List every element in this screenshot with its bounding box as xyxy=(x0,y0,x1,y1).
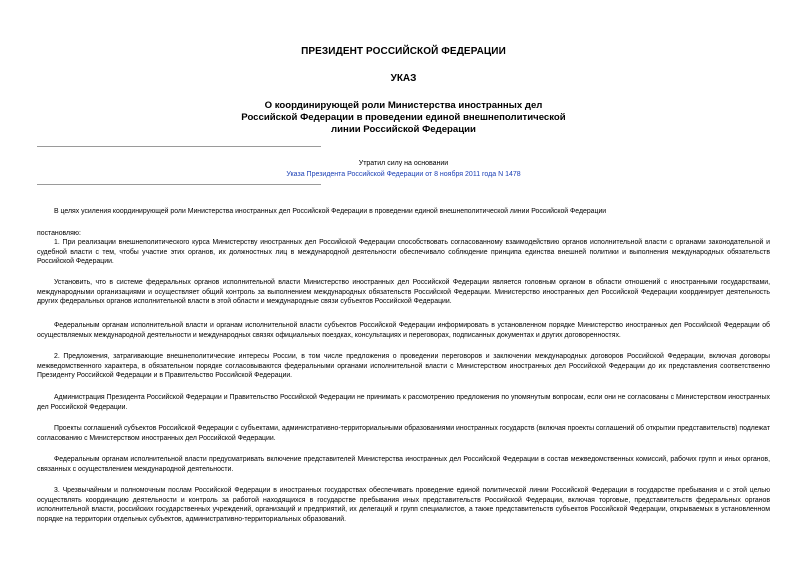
document-title-line: Российской Федерации в проведении единой внешнеполитической xyxy=(241,112,566,123)
repealing-decree-link[interactable]: Указа Президента Российской Федерации от 8 ноября 2011 года N 1478 xyxy=(286,171,521,178)
paragraph: Администрация Президента Российской Федерации и Правительство Российской Федерации не принимать к рассмотрению предложения по упомянутым вопросам, если они не согласованы с Министерством иностранных дел Российской Федерации. xyxy=(37,394,770,411)
document-type-heading: УКАЗ xyxy=(390,73,417,84)
decree-word: постановляю: xyxy=(37,230,81,237)
divider-top xyxy=(37,146,321,147)
paragraph: Федеральным органам исполнительной власти и органам исполнительной власти субъектов Российской Федерации информировать в установленном порядке Министерство иностранных дел Российской Федерации об осуществляемых международной деятельности и международных связях официальных поездках, консультациях и переговорах, подписанных документах и других договоренностях. xyxy=(37,322,770,339)
issuer-heading: ПРЕЗИДЕНТ РОССИЙСКОЙ ФЕДЕРАЦИИ xyxy=(301,46,506,57)
paragraph: Федеральным органам исполнительной власти предусматривать включение представителей Министерства иностранных дел Российской Федерации в состав межведомственных комиссий, рабочих групп и иных органов, связанных с осуществлением международной деятельности. xyxy=(37,456,770,473)
preamble-text: В целях усиления координирующей роли Министерства иностранных дел Российской Федерации в проведении единой внешнеполитической линии Российской Федерации xyxy=(54,208,607,215)
lost-force-note: Утратил силу на основании xyxy=(358,160,449,167)
paragraph: Проекты соглашений субъектов Российской Федерации с субъектами, административно-территориальными образованиями иностранных государств (включая проекты соглашений об открытии представительств) подлежат согласованию с Министерством иностранных дел Российской Федерации. xyxy=(37,425,770,442)
paragraph: 1. При реализации внешнеполитического курса Министерству иностранных дел Российской Федерации способствовать согласованному взаимодействию органов исполнительной власти с органами законодательной и судебной власти с тем, чтобы участие этих органов, их должностных лиц в международной деятельности обеспечивало соблюдение принципа единства внешней политики и выполнения международных обязательств Российской Федерации. xyxy=(37,239,770,265)
document-title-line: линии Российской Федерации xyxy=(331,124,476,135)
divider-bottom xyxy=(37,184,321,185)
document-title-line: О координирующей роли Министерства иностранных дел xyxy=(264,100,543,111)
paragraph: 3. Чрезвычайным и полномочным послам Российской Федерации в иностранных государствах обеспечивать проведение единой политической линии Российской Федерации в государстве пребывания и с этой целью осуществлять координацию деятельности и контроль за работой находящихся в государстве пребывания иных представительств Российской Федерации, включая торговые, представительств федеральных органов исполнительной власти, российских государственных учреждений, организаций и предприятий, их делегаций и групп специалистов, а также представительств субъектов Российской Федерации, открываемых в установленном порядке на территории отдельных субъектов, административно-территориальных образований. xyxy=(37,487,770,523)
paragraph: 2. Предложения, затрагивающие внешнеполитические интересы России, в том числе предложения о проведении переговоров и заключении международных договоров Российской Федерации, включая договоры межведомственного характера, в обязательном порядке согласовываются федеральными органами исполнительной власти с Министерством иностранных дел Российской Федерации до их представления соответственно Президенту Российской Федерации и в Правительство Российской Федерации. xyxy=(37,353,770,379)
paragraph: Установить, что в системе федеральных органов исполнительной власти Министерство иностранных дел Российской Федерации является головным органом в области отношений с иностранными государствами, международными организациями и осуществляет общий контроль за выполнением международных обязательств Российской Федерации. Министерство иностранных дел Российской Федерации координирует деятельность других федеральных органов исполнительной власти в этой области и международные связи субъектов Российской Федерации. xyxy=(37,279,770,305)
document-title xyxy=(0,100,807,136)
